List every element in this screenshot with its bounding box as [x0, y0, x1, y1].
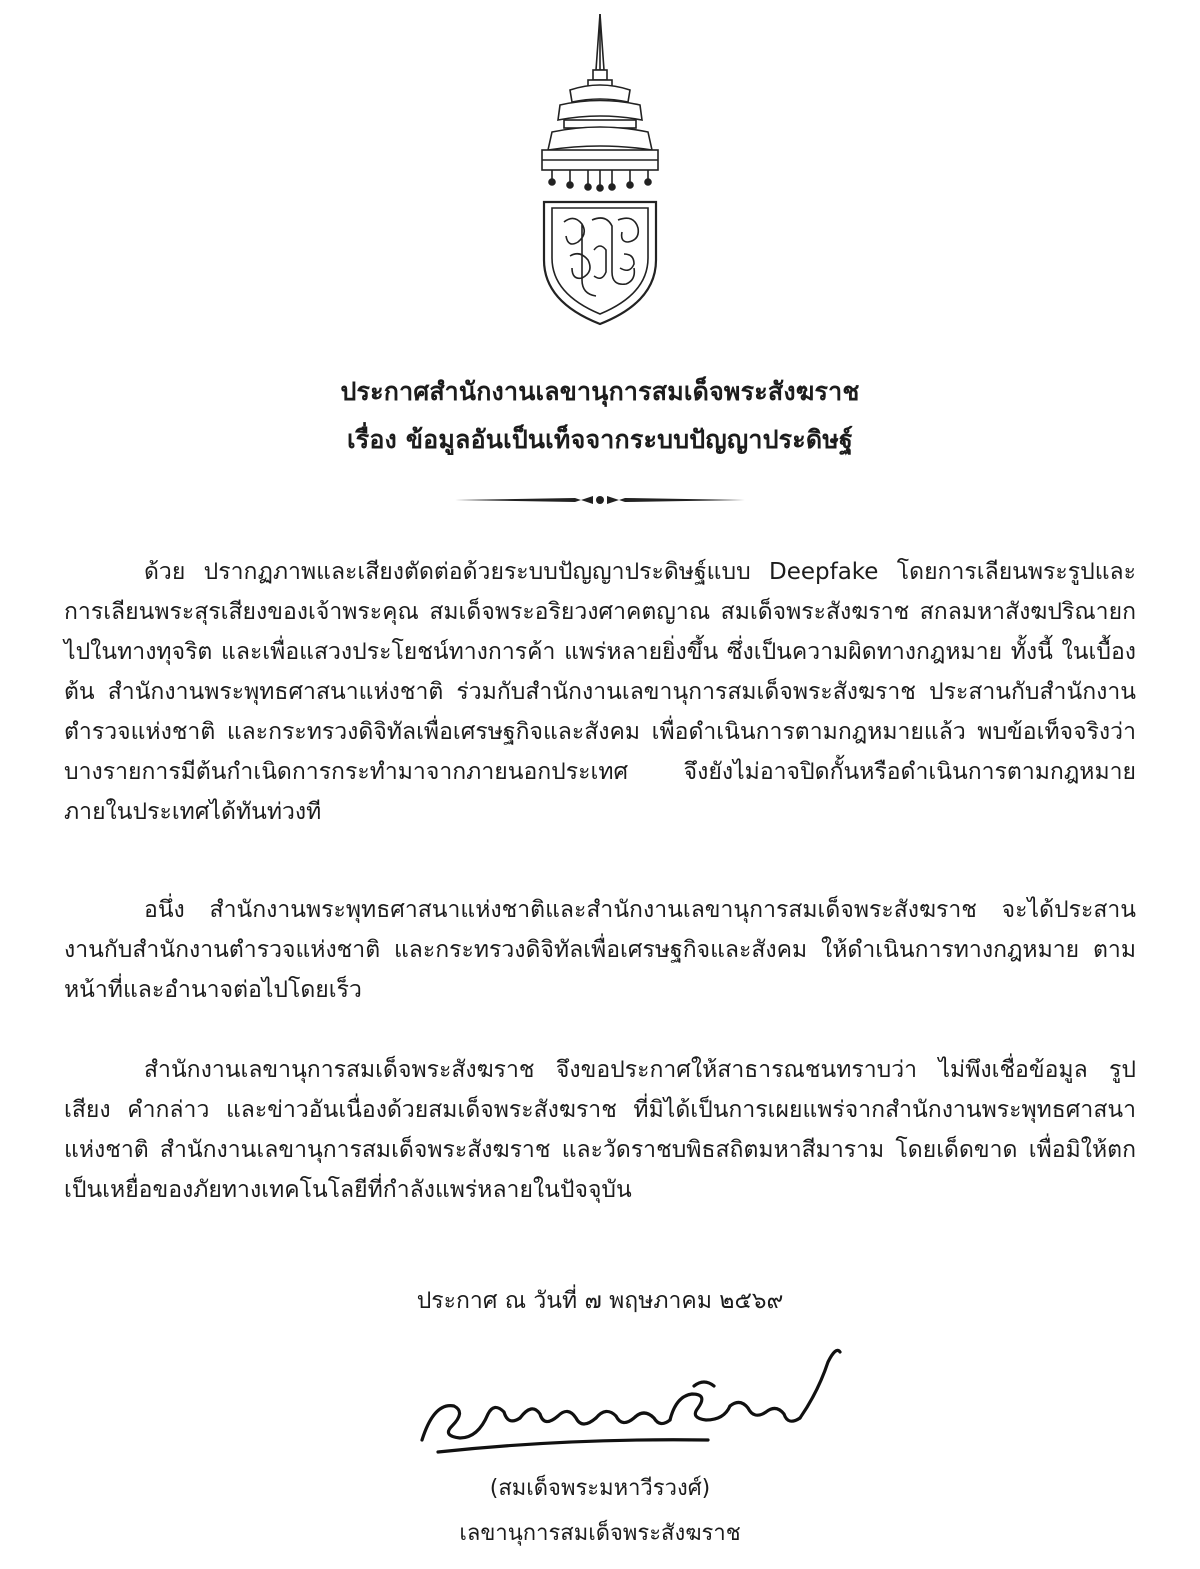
body-paragraph-3: สำนักงานเลขานุการสมเด็จพระสังฆราช จึงขอประกาศให้สาธารณชนทราบว่า ไม่พึงเชื่อข้อมูล รูป เสียง คำกล่าว และข่าวอันเนื่องด้วยสมเด็จพระสังฆราช ที่มิได้เป็นการเผยแพร่จากสำนักงานพระพุทธศาสนาแห่งชาติ สำนักงานเลขานุการสมเด็จพระสังฆราช และวัดราชบพิธสถิตมหาสีมาราม โดยเด็ดขาด เพื่อมิให้ตกเป็นเหยื่อของภัยทางเทคโนโลยีที่กำลังแพร่หลายในปัจจุบัน: [64, 1057, 1136, 1203]
signer-name: (สมเด็จพระมหาวีรวงศ์): [489, 1476, 711, 1501]
ornamental-divider: [455, 490, 745, 510]
announcement-subject: เรื่อง ข้อมูลอันเป็นเท็จจากระบบปัญญาประดิษฐ์: [346, 425, 854, 454]
announcement-title: ประกาศสำนักงานเลขานุการสมเด็จพระสังฆราช: [340, 377, 860, 406]
handwritten-signature-icon: [408, 1342, 858, 1462]
body-paragraph-2: อนึ่ง สำนักงานพระพุทธศาสนาแห่งชาติและสำนักงานเลขานุการสมเด็จพระสังฆราช จะได้ประสานงานกับสำนักงานตำรวจแห่งชาติ และกระทรวงดิจิทัลเพื่อเศรษฐกิจและสังคม ให้ดำเนินการทางกฎหมาย ตามหน้าที่และอำนาจต่อไปโดยเร็ว: [64, 897, 1136, 1003]
supreme-patriarch-office-emblem-icon: [530, 10, 670, 330]
body-paragraph-1: ด้วย ปรากฏภาพและเสียงตัดต่อด้วยระบบปัญญาประดิษฐ์แบบ Deepfake โดยการเลียนพระรูปและการเลียนพระสุรเสียงของเจ้าพระคุณ สมเด็จพระอริยวงศาคตญาณ สมเด็จพระสังฆราช สกลมหาสังฆปริณายก ไปในทางทุจริต และเพื่อแสวงประโยชน์ทางการค้า แพร่หลายยิ่งขึ้น ซึ่งเป็นความผิดทางกฎหมาย ทั้งนี้ ในเบื้องต้น สำนักงานพระพุทธศาสนาแห่งชาติ ร่วมกับสำนักงานเลขานุการสมเด็จพระสังฆราช ประสานกับสำนักงานตำรวจแห่งชาติ และกระทรวงดิจิทัลเพื่อเศรษฐกิจและสังคม เพื่อดำเนินการตามกฎหมายแล้ว พบข้อเท็จจริงว่า บางรายการมีต้นกำเนิดการกระทำมาจากภายนอกประเทศ จึงยังไม่อาจปิดกั้นหรือดำเนินการตามกฎหมายภายในประเทศได้ทันท่วงที: [64, 559, 1136, 825]
signer-title: เลขานุการสมเด็จพระสังฆราช: [459, 1521, 741, 1546]
announcement-date: ประกาศ ณ วันที่ ๗ พฤษภาคม ๒๕๖๙: [416, 1288, 784, 1314]
